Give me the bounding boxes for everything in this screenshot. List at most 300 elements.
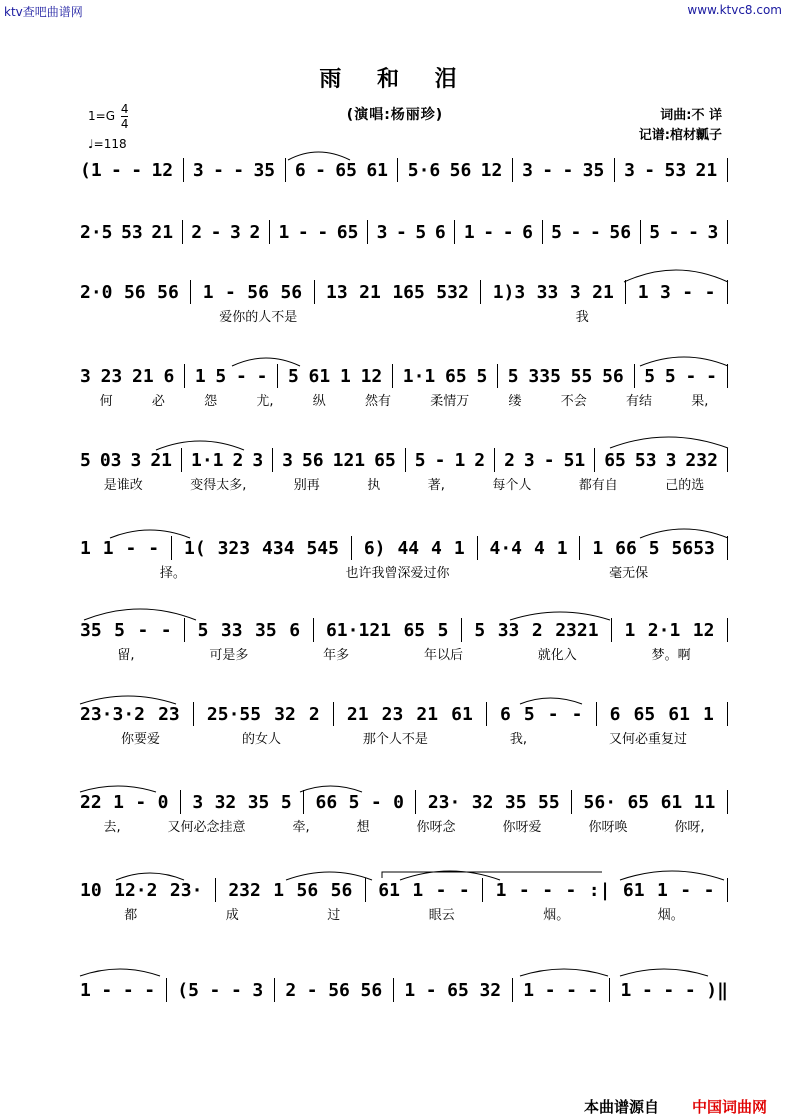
note: -: [297, 221, 309, 243]
note: 65: [374, 449, 396, 471]
note: 32: [214, 791, 237, 813]
note: 61: [668, 703, 690, 725]
note: 5: [280, 791, 292, 813]
note: 23·3·2: [80, 703, 146, 725]
note: 35: [80, 619, 102, 641]
lyric-word: 你呀爱: [502, 820, 542, 835]
note: 6: [609, 703, 621, 725]
note: -: [131, 159, 143, 181]
bar-line: [313, 618, 314, 642]
note: 56: [280, 281, 303, 303]
bar-line: [166, 978, 167, 1002]
note: 21: [132, 365, 154, 387]
bar-line: [392, 364, 393, 388]
lyric-line: [80, 562, 728, 580]
bar-line: [365, 878, 366, 902]
note: 32: [479, 979, 502, 1001]
note: 23: [100, 365, 123, 387]
note: -: [682, 281, 694, 303]
lyric-word: 你呀唤: [588, 820, 628, 835]
note: -: [685, 365, 697, 387]
note: 2: [232, 449, 244, 471]
lyric-word: 毫无保: [609, 566, 649, 581]
note: -: [306, 979, 318, 1001]
note: 1: [620, 979, 632, 1001]
note: -: [483, 221, 495, 243]
note: 1·1: [190, 449, 224, 471]
lyric-word: 都: [124, 908, 138, 923]
note: 10: [80, 879, 102, 901]
note: 33: [220, 619, 243, 641]
lyric-word: 也许我曾深爱过你: [345, 566, 450, 581]
lyric-word: 爱你的人不是: [219, 310, 298, 325]
notation-line: [80, 792, 728, 812]
note: 53: [634, 449, 657, 471]
note: 21: [150, 449, 173, 471]
note: 65: [445, 365, 467, 387]
score-row: [80, 619, 728, 663]
note: 66: [315, 791, 338, 813]
note: 2: [285, 979, 297, 1001]
note: 23·: [427, 791, 461, 813]
bar-line: [640, 220, 641, 244]
note: 35: [247, 791, 270, 813]
lyric-word: 何: [99, 394, 113, 409]
footer-source-site[interactable]: 中国词曲网: [692, 1098, 768, 1116]
bar-line: [182, 220, 183, 244]
lyric-word: 柔情万: [430, 394, 470, 409]
note: 1: [80, 979, 91, 1001]
bar-line: [727, 158, 728, 182]
bar-line: [494, 448, 495, 472]
note: 1(: [183, 537, 206, 559]
bar-line: [415, 790, 416, 814]
tempo-mark: ♩=118: [88, 137, 127, 151]
bar-line: [609, 978, 610, 1002]
note: 53: [121, 221, 143, 243]
note: 61: [622, 879, 645, 901]
note: 12: [151, 159, 174, 181]
note: -: [688, 221, 699, 243]
note: -: [101, 979, 113, 1001]
note: 22: [80, 791, 102, 813]
bar-line: [482, 878, 483, 902]
note: 6): [363, 537, 386, 559]
note: -: [644, 159, 656, 181]
note: 5: [476, 365, 488, 387]
note: 1: [278, 221, 290, 243]
note: 5: [551, 221, 562, 243]
lyric-word: 尤,: [256, 394, 274, 409]
note: 21: [416, 703, 439, 725]
lyric-word: 成: [225, 908, 239, 923]
note: -: [589, 221, 601, 243]
bar-line: [634, 364, 635, 388]
lyrics-music-credit: 词曲:不 详: [660, 108, 722, 123]
score-row: [80, 222, 728, 256]
note: -: [547, 703, 559, 725]
lyric-word: 择。: [159, 566, 186, 581]
lyric-word: 己的选: [665, 478, 705, 493]
bar-line: [727, 618, 728, 642]
note: 6: [522, 221, 533, 243]
note: 55: [570, 365, 593, 387]
note: -: [425, 979, 437, 1001]
note: 3: [80, 365, 91, 387]
note: 23·: [169, 879, 203, 901]
note: 232: [228, 879, 261, 901]
bar-line: [274, 978, 275, 1002]
bar-line: [480, 280, 481, 304]
note: 2321: [555, 619, 599, 641]
note: 32: [471, 791, 494, 813]
score-row: [80, 160, 728, 194]
score-row: [80, 281, 728, 325]
note: -: [148, 537, 160, 559]
note: 3: [130, 449, 142, 471]
note: 56: [296, 879, 319, 901]
lyric-line: [80, 904, 728, 922]
note: 6: [289, 619, 301, 641]
lyric-word: 然有: [364, 394, 391, 409]
note: 1)3: [492, 281, 526, 303]
note: 5653: [671, 537, 715, 559]
note: 4: [533, 537, 545, 559]
notation-line: [80, 366, 728, 386]
note: 3: [230, 221, 241, 243]
note: 2: [531, 619, 543, 641]
key-label: 1=G: [88, 109, 115, 123]
bar-line: [454, 220, 455, 244]
note: -: [396, 221, 407, 243]
note: 61: [308, 365, 331, 387]
note: 56: [360, 979, 383, 1001]
note: 2: [504, 449, 515, 471]
bar-line: [184, 364, 185, 388]
lyric-word: 执: [367, 478, 381, 493]
note: 1: [592, 537, 604, 559]
bar-line: [579, 536, 580, 560]
note: 35: [582, 159, 605, 181]
note: -: [704, 281, 716, 303]
note: -: [706, 365, 717, 387]
lyric-word: 你呀,: [674, 820, 705, 835]
note: -: [571, 703, 583, 725]
note: 434: [262, 537, 295, 559]
note: 1: [657, 879, 668, 901]
note: 5: [649, 221, 661, 243]
score-row: [80, 879, 728, 923]
note: 5: [215, 365, 227, 387]
transcriber-credit: 记谱:棺材瓤子: [638, 128, 722, 143]
note: -: [562, 159, 574, 181]
note: 12: [480, 159, 503, 181]
note: 1: [637, 281, 649, 303]
note: 33: [536, 281, 559, 303]
notation-line: [80, 704, 728, 724]
note: 3: [192, 159, 204, 181]
note: 5: [348, 791, 360, 813]
note: -: [210, 221, 222, 243]
bar-line: [367, 220, 368, 244]
note: 335: [528, 365, 561, 387]
lyric-word: 必: [151, 394, 165, 409]
note: 545: [306, 537, 339, 559]
note: 6: [499, 703, 511, 725]
lyric-word: 我: [575, 310, 589, 325]
note: 65: [335, 159, 357, 181]
lyric-word: 不会: [560, 394, 587, 409]
note: 3: [665, 449, 677, 471]
note: -: [458, 879, 470, 901]
note: 1: [463, 221, 475, 243]
note: (5: [177, 979, 199, 1001]
lyric-word: 每个人: [492, 478, 532, 493]
note: 121: [332, 449, 366, 471]
note: 1: [202, 281, 214, 303]
bar-line: [171, 536, 172, 560]
note: 33: [497, 619, 520, 641]
score-row: [80, 365, 728, 409]
note: 56: [157, 281, 179, 303]
note: -: [135, 791, 147, 813]
note: 56: [602, 365, 624, 387]
note: 5·6: [407, 159, 441, 181]
note: 0: [157, 791, 169, 813]
lyric-word: 过: [327, 908, 341, 923]
note: (1: [80, 159, 102, 181]
note: 3: [252, 979, 264, 1001]
note: 21: [695, 159, 718, 181]
singer-credit: (演唱:杨丽珍): [346, 107, 444, 123]
note: -: [542, 159, 554, 181]
lyric-word: 年以后: [423, 648, 463, 663]
note: 3: [660, 281, 671, 303]
note: 3: [252, 449, 264, 471]
note: 61: [451, 703, 473, 725]
note: 56: [609, 221, 632, 243]
note: 1: [495, 879, 507, 901]
bar-line: [393, 978, 394, 1002]
lyric-word: 有结: [625, 394, 652, 409]
note: 21: [151, 221, 174, 243]
lyric-line: [80, 306, 728, 324]
note: 13: [326, 281, 348, 303]
bar-line: [333, 702, 334, 726]
bar-line: [461, 618, 462, 642]
lyric-word: 别再: [293, 478, 320, 493]
note: 56: [247, 281, 269, 303]
note: 1: [194, 365, 206, 387]
note: 12: [360, 365, 383, 387]
note: -: [256, 365, 268, 387]
bar-line: [486, 702, 487, 726]
bar-line: [727, 702, 728, 726]
note: -: [663, 979, 675, 1001]
note: -: [544, 979, 556, 1001]
notation-line: [80, 222, 728, 242]
note: 23: [381, 703, 404, 725]
note: 3: [523, 449, 535, 471]
score-row: [80, 703, 728, 747]
lyric-word: 都有自: [578, 478, 618, 493]
lyric-line: [80, 644, 728, 662]
note: 61: [366, 159, 389, 181]
note: 53: [664, 159, 687, 181]
note: 21: [359, 281, 381, 303]
note: 4·4: [489, 537, 523, 559]
note: -: [315, 159, 326, 181]
bar-line: [727, 790, 728, 814]
note: 1: [454, 449, 466, 471]
note: 3: [376, 221, 388, 243]
bar-line: [285, 158, 286, 182]
note: 1: [624, 619, 636, 641]
lyric-word: 可是多: [209, 648, 249, 663]
note: 5: [80, 449, 91, 471]
note: -: [230, 979, 242, 1001]
note: 35: [253, 159, 276, 181]
key-signature: [88, 102, 128, 131]
note: -: [680, 879, 692, 901]
note: 61: [378, 879, 400, 901]
lyric-word: 梦。啊: [651, 648, 691, 663]
bar-line: [183, 158, 184, 182]
note: 3: [522, 159, 533, 181]
note: -: [570, 221, 582, 243]
score-row: [80, 537, 728, 581]
note: 2: [249, 221, 261, 243]
note: 165: [392, 281, 425, 303]
note: 65: [633, 703, 656, 725]
lyric-word: 你呀念: [416, 820, 456, 835]
notation-line: [80, 880, 728, 900]
bar-line: [727, 536, 728, 560]
bar-line: [181, 448, 182, 472]
note: 2: [308, 703, 320, 725]
note: 1: [80, 537, 91, 559]
note: -: [543, 449, 555, 471]
note: 56·: [583, 791, 617, 813]
note: 5: [474, 619, 486, 641]
note: 25·55: [206, 703, 262, 725]
note: 5: [507, 365, 519, 387]
note: 6: [163, 365, 175, 387]
note: -: [641, 979, 653, 1001]
note: 51: [563, 449, 586, 471]
note: 5: [644, 365, 656, 387]
note: 323: [217, 537, 251, 559]
note: 56: [123, 281, 146, 303]
note: 1: [404, 979, 416, 1001]
bar-line: [512, 158, 513, 182]
lyric-word: 你要爱: [120, 732, 160, 747]
bar-line: [542, 220, 543, 244]
note: -: [111, 159, 122, 181]
lyric-word: 是谁改: [103, 478, 143, 493]
lyric-word: 又何必念挂意: [167, 820, 246, 835]
note: 61: [660, 791, 683, 813]
note: -: [225, 281, 236, 303]
note: 1: [412, 879, 424, 901]
note: -: [565, 879, 577, 901]
note: -: [566, 979, 577, 1001]
note: -: [587, 979, 599, 1001]
note: 32: [274, 703, 296, 725]
bar-line: [594, 448, 595, 472]
notation-line: [80, 620, 728, 640]
site-watermark-right[interactable]: www.ktvc8.com: [687, 3, 782, 17]
note: 35: [255, 619, 277, 641]
note: 5: [648, 537, 660, 559]
lyric-word: 又何必重复过: [608, 732, 687, 747]
time-bottom: 4: [120, 117, 129, 131]
bar-line: [611, 618, 612, 642]
bar-line: [405, 448, 406, 472]
footer-source-label: 本曲谱源自: [584, 1098, 660, 1116]
note: 2: [474, 449, 486, 471]
score-row: [80, 791, 728, 835]
note: 65: [336, 221, 359, 243]
note: 1: [453, 537, 465, 559]
note: 11: [693, 791, 716, 813]
bar-line: [727, 448, 728, 472]
note: 23: [158, 703, 180, 725]
bar-line: [277, 364, 278, 388]
note: 5: [114, 619, 125, 641]
lyric-word: 牵,: [292, 820, 310, 835]
note: -: [317, 221, 329, 243]
note: -: [160, 619, 172, 641]
note: 232: [685, 449, 718, 471]
note: -: [213, 159, 224, 181]
bar-line: [477, 536, 478, 560]
note: 21: [346, 703, 369, 725]
note: 1: [273, 879, 285, 901]
note: 1: [523, 979, 535, 1001]
note: 2·0: [80, 281, 113, 303]
bar-line: [625, 280, 626, 304]
note: 35: [504, 791, 527, 813]
note: 1: [339, 365, 351, 387]
note: 3: [192, 791, 204, 813]
note: -: [370, 791, 382, 813]
lyric-line: [80, 816, 728, 834]
note: 4: [431, 537, 442, 559]
bar-line: [303, 790, 304, 814]
bar-line: [193, 702, 194, 726]
note: 2: [191, 221, 203, 243]
lyric-word: 烟。: [657, 908, 684, 923]
time-top: 4: [120, 102, 129, 116]
note: 5: [523, 703, 535, 725]
note: 03: [99, 449, 122, 471]
lyric-word: 年多: [323, 648, 350, 663]
note: -: [518, 879, 530, 901]
lyric-word: 烟。: [543, 908, 570, 923]
site-watermark-left[interactable]: ktv查吧曲谱网: [4, 5, 83, 19]
time-signature: [121, 102, 129, 131]
note: 3: [569, 281, 581, 303]
bar-line: [215, 878, 216, 902]
note: 3: [624, 159, 635, 181]
bar-line: [180, 790, 181, 814]
note: 5: [197, 619, 209, 641]
note: 65: [403, 619, 426, 641]
bar-line: [727, 220, 728, 244]
lyric-line: [80, 390, 728, 408]
note: )‖: [706, 979, 728, 1001]
